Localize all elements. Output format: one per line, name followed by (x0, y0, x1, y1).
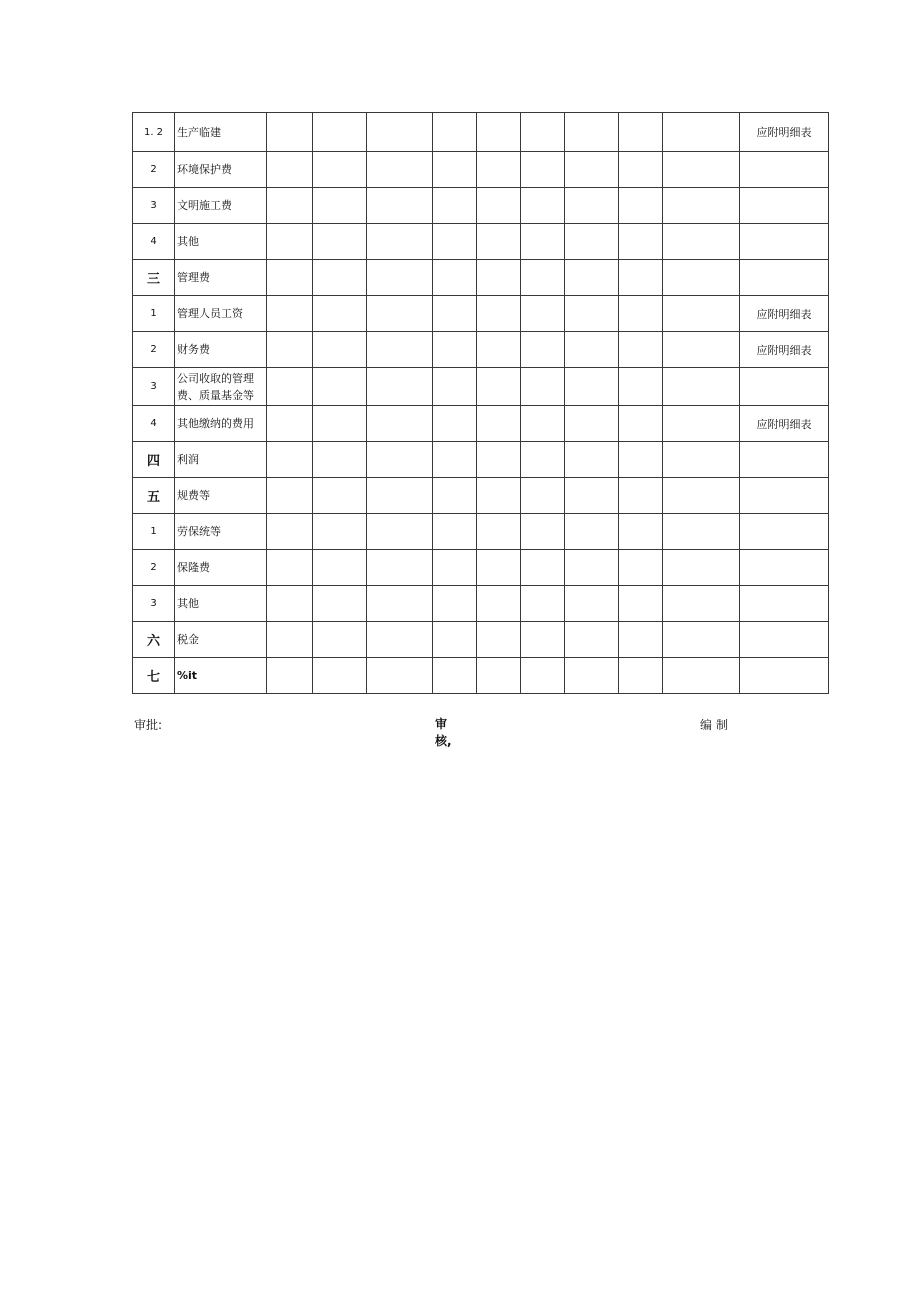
empty-cell (267, 586, 313, 622)
empty-cell (565, 260, 619, 296)
empty-cell (433, 224, 477, 260)
empty-cell (433, 406, 477, 442)
empty-cell (663, 152, 740, 188)
empty-cell (477, 368, 521, 406)
row-number: 2 (133, 152, 175, 188)
empty-cell (313, 332, 367, 368)
empty-cell (521, 406, 565, 442)
row-remark (740, 224, 829, 260)
empty-cell (313, 368, 367, 406)
row-remark: 应附明细表 (740, 296, 829, 332)
row-number: 2 (133, 332, 175, 368)
empty-cell (313, 224, 367, 260)
empty-cell (619, 296, 663, 332)
empty-cell (267, 152, 313, 188)
empty-cell (433, 260, 477, 296)
row-remark (740, 260, 829, 296)
empty-cell (313, 478, 367, 514)
row-remark: 应附明细表 (740, 406, 829, 442)
row-remark: 应附明细表 (740, 113, 829, 152)
empty-cell (313, 586, 367, 622)
table-row (133, 514, 829, 550)
table-row (133, 658, 829, 694)
empty-cell (433, 152, 477, 188)
empty-cell (663, 260, 740, 296)
table-row (133, 296, 829, 332)
empty-cell (619, 622, 663, 658)
table-row (133, 550, 829, 586)
empty-cell (433, 622, 477, 658)
empty-cell (367, 622, 433, 658)
empty-cell (367, 332, 433, 368)
empty-cell (565, 224, 619, 260)
empty-cell (619, 442, 663, 478)
empty-cell (433, 332, 477, 368)
table-row (133, 368, 829, 406)
empty-cell (565, 296, 619, 332)
table-row (133, 586, 829, 622)
row-item-name: 利润 (175, 442, 267, 478)
empty-cell (313, 622, 367, 658)
empty-cell (477, 296, 521, 332)
empty-cell (433, 368, 477, 406)
empty-cell (619, 514, 663, 550)
row-remark (740, 368, 829, 406)
empty-cell (619, 406, 663, 442)
empty-cell (433, 550, 477, 586)
empty-cell (663, 406, 740, 442)
empty-cell (663, 332, 740, 368)
empty-cell (565, 442, 619, 478)
compile-label: 编制 (700, 718, 733, 732)
empty-cell (313, 188, 367, 224)
empty-cell (267, 188, 313, 224)
empty-cell (433, 586, 477, 622)
empty-cell (521, 368, 565, 406)
table-row (133, 260, 829, 296)
empty-cell (521, 658, 565, 694)
row-number: 七 (133, 658, 175, 694)
row-remark (740, 188, 829, 224)
table-row (133, 224, 829, 260)
empty-cell (267, 622, 313, 658)
row-item-name: 税金 (175, 622, 267, 658)
empty-cell (619, 188, 663, 224)
empty-cell (313, 152, 367, 188)
review-label (435, 716, 452, 750)
row-number: 4 (133, 224, 175, 260)
empty-cell (477, 260, 521, 296)
empty-cell (267, 368, 313, 406)
empty-cell (565, 406, 619, 442)
empty-cell (663, 368, 740, 406)
empty-cell (521, 260, 565, 296)
empty-cell (267, 406, 313, 442)
row-remark (740, 622, 829, 658)
empty-cell (367, 152, 433, 188)
empty-cell (267, 296, 313, 332)
review-label-line1: 审 (435, 717, 448, 731)
empty-cell (565, 658, 619, 694)
empty-cell (367, 586, 433, 622)
row-item-name: 文明施工费 (175, 188, 267, 224)
empty-cell (565, 188, 619, 224)
empty-cell (477, 514, 521, 550)
empty-cell (267, 332, 313, 368)
row-number: 4 (133, 406, 175, 442)
empty-cell (663, 550, 740, 586)
row-item-name: 生产临建 (175, 113, 267, 152)
empty-cell (313, 550, 367, 586)
empty-cell (521, 586, 565, 622)
table-row (133, 622, 829, 658)
row-number: 六 (133, 622, 175, 658)
empty-cell (433, 514, 477, 550)
empty-cell (367, 550, 433, 586)
row-number: 1 (133, 296, 175, 332)
empty-cell (663, 442, 740, 478)
row-number: 2 (133, 550, 175, 586)
row-item-name: 其他 (175, 586, 267, 622)
empty-cell (477, 152, 521, 188)
row-number: 3 (133, 188, 175, 224)
empty-cell (477, 406, 521, 442)
row-item-name: 管理人员工资 (175, 296, 267, 332)
row-number: 三 (133, 260, 175, 296)
empty-cell (313, 113, 367, 152)
empty-cell (313, 442, 367, 478)
empty-cell (477, 332, 521, 368)
empty-cell (267, 442, 313, 478)
empty-cell (663, 514, 740, 550)
empty-cell (433, 188, 477, 224)
empty-cell (367, 368, 433, 406)
empty-cell (367, 406, 433, 442)
empty-cell (477, 622, 521, 658)
row-item-name: 管理费 (175, 260, 267, 296)
table-row (133, 188, 829, 224)
empty-cell (619, 368, 663, 406)
empty-cell (367, 296, 433, 332)
empty-cell (521, 332, 565, 368)
empty-cell (521, 224, 565, 260)
empty-cell (267, 550, 313, 586)
empty-cell (367, 224, 433, 260)
empty-cell (521, 442, 565, 478)
empty-cell (313, 514, 367, 550)
empty-cell (313, 260, 367, 296)
approve-label: 审批: (134, 718, 163, 732)
row-item-name: 其他 (175, 224, 267, 260)
empty-cell (521, 188, 565, 224)
empty-cell (267, 658, 313, 694)
empty-cell (521, 514, 565, 550)
empty-cell (521, 113, 565, 152)
empty-cell (565, 478, 619, 514)
row-remark (740, 586, 829, 622)
row-number: 五 (133, 478, 175, 514)
table-row (133, 478, 829, 514)
empty-cell (267, 478, 313, 514)
empty-cell (619, 224, 663, 260)
empty-cell (565, 368, 619, 406)
empty-cell (477, 586, 521, 622)
empty-cell (477, 658, 521, 694)
empty-cell (367, 442, 433, 478)
empty-cell (267, 514, 313, 550)
empty-cell (565, 113, 619, 152)
empty-cell (619, 658, 663, 694)
empty-cell (433, 478, 477, 514)
empty-cell (313, 406, 367, 442)
empty-cell (477, 113, 521, 152)
empty-cell (313, 658, 367, 694)
empty-cell (267, 113, 313, 152)
empty-cell (619, 586, 663, 622)
empty-cell (565, 152, 619, 188)
row-item-name: 劳保统等 (175, 514, 267, 550)
row-item-name: 公司收取的管理费、质量基金等 (175, 368, 267, 406)
empty-cell (521, 550, 565, 586)
row-item-name: %it (175, 658, 267, 694)
empty-cell (367, 188, 433, 224)
row-item-name: 保隆费 (175, 550, 267, 586)
empty-cell (367, 113, 433, 152)
row-remark (740, 478, 829, 514)
empty-cell (619, 260, 663, 296)
row-number: 3 (133, 586, 175, 622)
row-number: 3 (133, 368, 175, 406)
row-remark (740, 442, 829, 478)
empty-cell (663, 113, 740, 152)
empty-cell (663, 296, 740, 332)
row-number: 四 (133, 442, 175, 478)
cost-table-body (133, 113, 829, 694)
empty-cell (619, 152, 663, 188)
empty-cell (619, 113, 663, 152)
empty-cell (367, 658, 433, 694)
review-label-line2: 核, (435, 734, 452, 748)
table-row (133, 406, 829, 442)
table-row (133, 332, 829, 368)
row-remark (740, 152, 829, 188)
row-remark (740, 514, 829, 550)
empty-cell (433, 658, 477, 694)
empty-cell (477, 478, 521, 514)
empty-cell (565, 514, 619, 550)
empty-cell (367, 514, 433, 550)
empty-cell (477, 442, 521, 478)
empty-cell (367, 478, 433, 514)
empty-cell (663, 478, 740, 514)
empty-cell (663, 658, 740, 694)
row-item-name: 环境保护费 (175, 152, 267, 188)
row-remark (740, 550, 829, 586)
empty-cell (663, 224, 740, 260)
empty-cell (521, 296, 565, 332)
table-row (133, 152, 829, 188)
row-item-name: 规费等 (175, 478, 267, 514)
row-item-name: 财务费 (175, 332, 267, 368)
empty-cell (521, 478, 565, 514)
empty-cell (267, 260, 313, 296)
empty-cell (663, 622, 740, 658)
empty-cell (663, 188, 740, 224)
row-number: 1. 2 (133, 113, 175, 152)
empty-cell (267, 224, 313, 260)
empty-cell (521, 152, 565, 188)
empty-cell (477, 224, 521, 260)
empty-cell (477, 550, 521, 586)
empty-cell (619, 478, 663, 514)
row-item-name: 其他缴纳的费用 (175, 406, 267, 442)
empty-cell (663, 586, 740, 622)
table-row (133, 442, 829, 478)
cost-table (132, 112, 829, 694)
empty-cell (565, 622, 619, 658)
row-number: 1 (133, 514, 175, 550)
empty-cell (619, 550, 663, 586)
empty-cell (433, 296, 477, 332)
empty-cell (433, 442, 477, 478)
empty-cell (477, 188, 521, 224)
empty-cell (565, 586, 619, 622)
empty-cell (521, 622, 565, 658)
empty-cell (313, 296, 367, 332)
empty-cell (367, 260, 433, 296)
row-remark: 应附明细表 (740, 332, 829, 368)
row-remark (740, 658, 829, 694)
empty-cell (433, 113, 477, 152)
empty-cell (565, 550, 619, 586)
empty-cell (619, 332, 663, 368)
empty-cell (565, 332, 619, 368)
table-row (133, 113, 829, 152)
